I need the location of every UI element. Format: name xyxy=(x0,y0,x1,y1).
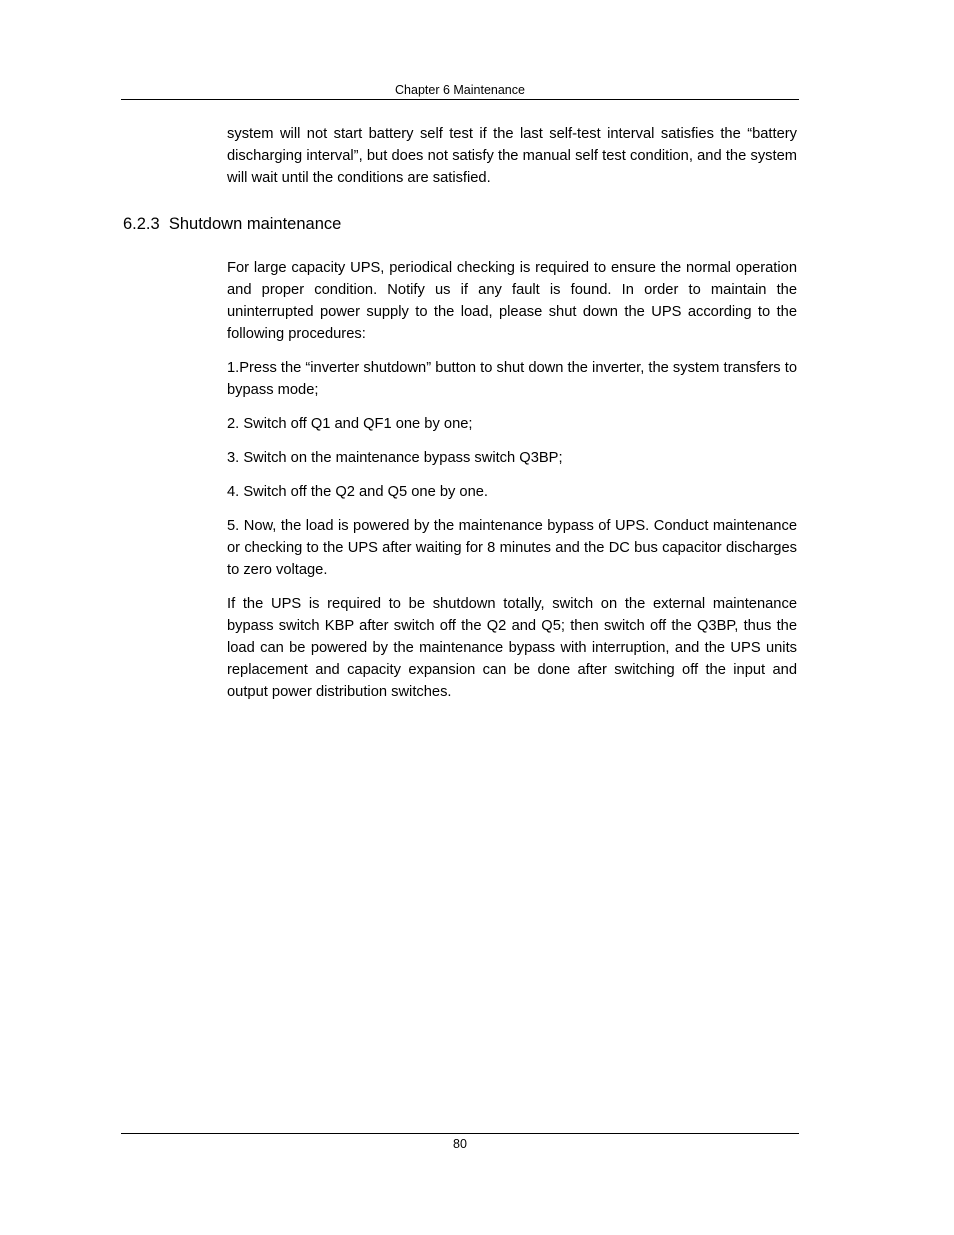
procedure-step-3: 3. Switch on the maintenance bypass switch Q3BP; xyxy=(227,450,563,466)
procedure-step-2: 2. Switch off Q1 and QF1 one by one; xyxy=(227,416,473,432)
continued-paragraph: system will not start battery self test if the last self-test interval satisfies the “battery discharging interval”, but does not satisfy the manual self test condition, and the system will wait until the conditions are satisfied. xyxy=(227,126,797,186)
total-shutdown-paragraph: If the UPS is required to be shutdown totally, switch on the external maintenance bypass switch KBP after switch off the Q2 and Q5; then switch off the Q3BP, thus the load can be powered by the maintenance bypass with interruption, and the UPS units replacement and capacity expansion can be done after switching off the input and output power distribution switches. xyxy=(227,596,797,700)
intro-paragraph: For large capacity UPS, periodical checking is required to ensure the normal operation and proper condition. Notify us if any fault is found. In order to maintain the uninterrupted power supply to the load, please shut down the UPS according to the following procedures: xyxy=(227,260,797,342)
page-number: 80 xyxy=(453,1137,467,1151)
section-heading: 6.2.3 Shutdown maintenance xyxy=(123,215,342,233)
footer-rule xyxy=(121,1133,799,1134)
running-header: Chapter 6 Maintenance xyxy=(395,83,525,97)
header-rule xyxy=(121,99,799,100)
procedure-step-1: 1.Press the “inverter shutdown” button to shut down the inverter, the system transfers to bypass mode; xyxy=(227,360,797,398)
section-body xyxy=(227,257,797,703)
procedure-step-4: 4. Switch off the Q2 and Q5 one by one. xyxy=(227,484,489,500)
continued-paragraph-block xyxy=(227,123,797,189)
procedure-step-5: 5. Now, the load is powered by the maintenance bypass of UPS. Conduct maintenance or checking to the UPS after waiting for 8 minutes and the DC bus capacitor discharges to zero voltage. xyxy=(227,518,797,578)
